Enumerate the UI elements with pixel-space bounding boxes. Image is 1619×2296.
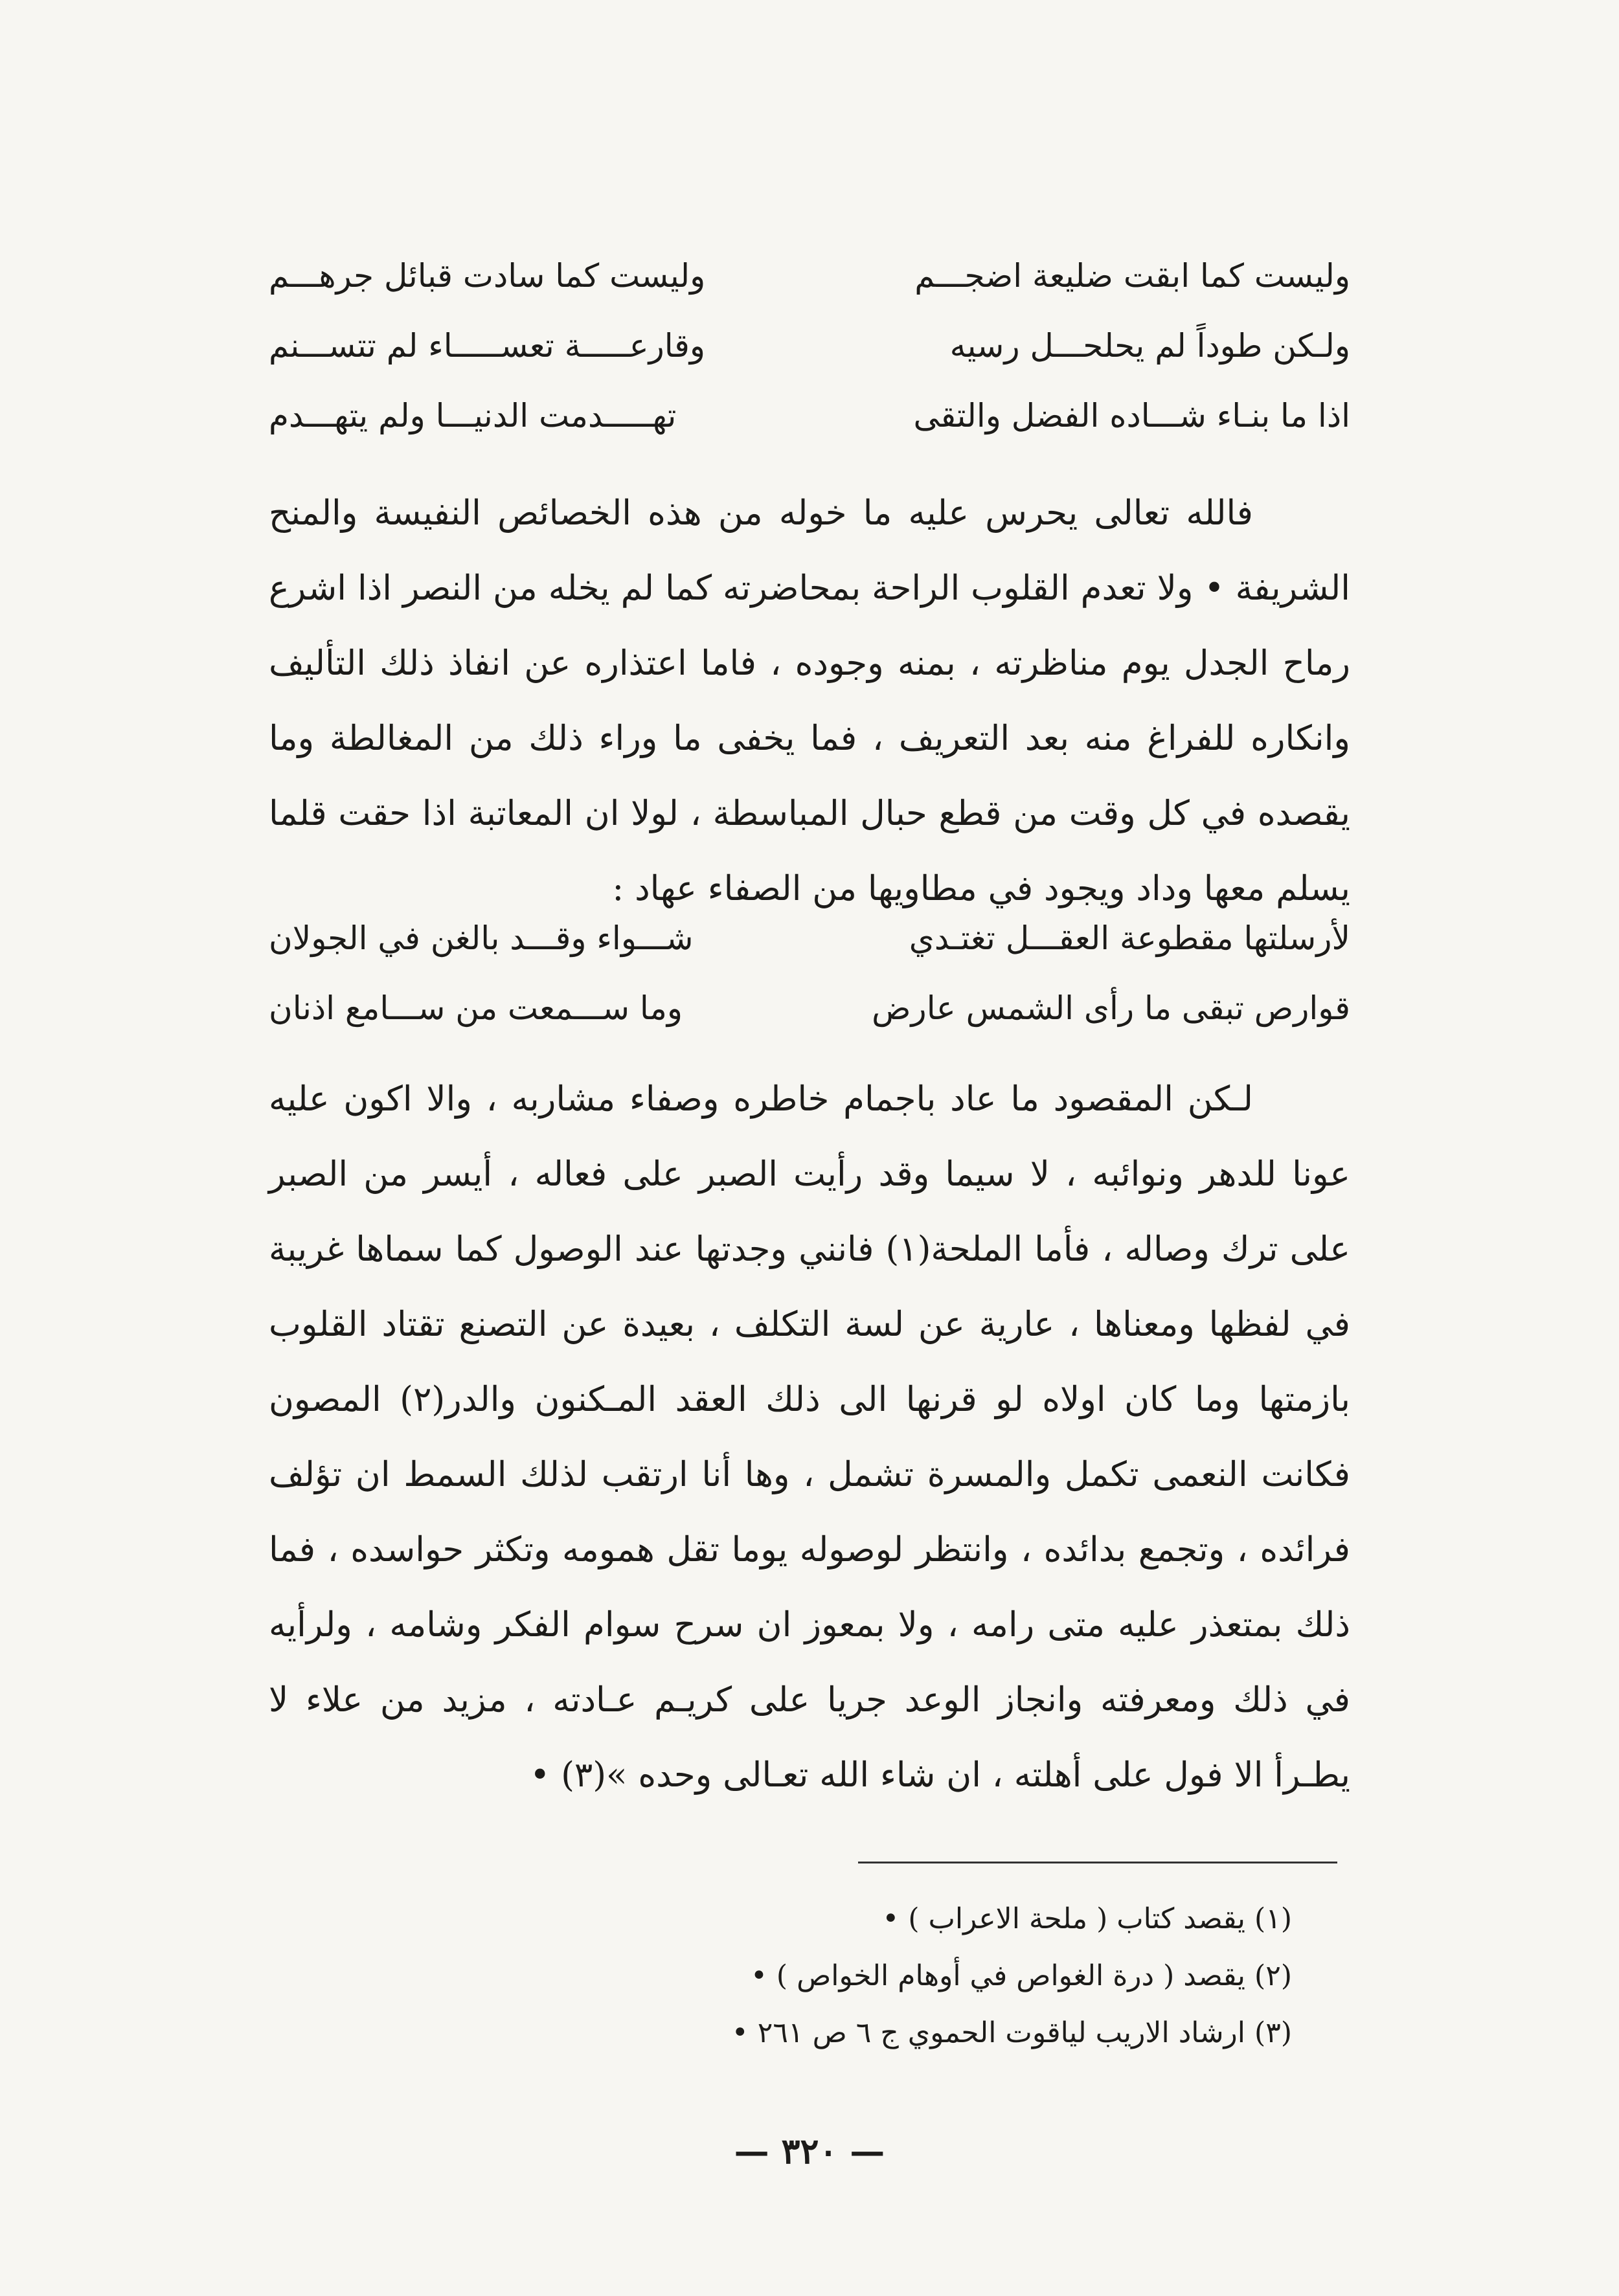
footnote-2: (٢) يقصد ( درة الغواص في أوهام الخواص ) • [750, 1959, 1292, 1992]
verse-first-hemistich: اذا ما بنـاء شـــاده الفضل والتقى [913, 397, 1350, 434]
verse-second-hemistich: وما ســـمعت من ســـامع اذنان [269, 989, 683, 1027]
poem-second [269, 903, 1350, 1043]
verse-second-hemistich: شـــواء وقـــد بالغن في الجولان [269, 919, 694, 957]
footnote-3: (٣) ارشاد الاريب لياقوت الحموي ج ٦ ص ٢٦١ • [731, 2016, 1292, 2049]
verse-first-hemistich: لأرسلتها مقطوعة العقـــل تغتـدي [909, 919, 1350, 957]
verse-line [269, 381, 1350, 451]
verse-line [269, 903, 1350, 973]
poem-first [269, 241, 1350, 451]
verse-first-hemistich: ولـكن طوداً لم يحلحـــل رسيه [949, 327, 1350, 365]
verse-line [269, 311, 1350, 381]
verse-second-hemistich: تهـــــدمت الدنيـــا ولم يتهـــدم [269, 397, 677, 434]
verse-first-hemistich: وليست كما ابقت ضليعة اضجـــم [914, 257, 1350, 295]
page-number: — ٣٢٠ — [734, 2130, 885, 2172]
footnotes [269, 1891, 1292, 2062]
verse-line [269, 241, 1350, 311]
paragraph-second [269, 1062, 1350, 1813]
paragraph-text: فالله تعالى يحرس عليه ما خوله من هذه الخصائص النفيسة والمنح الشريفة • ولا تعدم القلوب الراحة بمحاضرته كما لم يخله من النصر اذا اشرع رماح الجدل يوم مناظرته ، بمنه وجوده ، فاما اعتذاره عن انفاذ ذلك التأليف وانكاره للفراغ منه بعد التعريف ، فما يخفى ما وراء ذلك من المغالطة وما يقصده في كل وقت من قطع حبال المباسطة ، لولا ان المعاتبة اذا حقت قلما يسلم معها وداد ويجود في مطاويها من الصفاء عهاد : [269, 493, 1350, 908]
paragraph-first [269, 476, 1350, 927]
paragraph-text: لـكن المقصود ما عاد باجمام خاطره وصفاء مشاربه ، والا اكون عليه عونا للدهر ونوائبه ، لا سيما وقد رأيت الصبر على فعاله ، أيسر من الصبر على ترك وصاله ، فأما الملحة(١) فانني وجدتها عند الوصول كما سماها غريبة في لفظها ومعناها ، عارية عن لسة التكلف ، بعيدة عن التصنع تقتاد القلوب بازمتها وما كان اولاه لو قرنها الى ذلك العقد المـكنون والدر(٢) المصون فكانت النعمى تكمل والمسرة تشمل ، وها أنا ارتقب لذلك السمط ان تؤلف فرائده ، وتجمع بدائده ، وانتظر لوصوله يوما تقل همومه وتكثر حواسده ، فما ذلك بمتعذر عليه متى رامه ، ولا بمعوز ان سرح سوام الفكر وشامه ، ولرأيه في ذلك ومعرفته وانجاز الوعد جريا على كريـم عـادته ، مزيد من علاء لا يطـرأ الا فول على أهلته ، ان شاء الله تعـالى وحده »(٣) • [269, 1079, 1350, 1795]
footnote-1: (١) يقصد كتاب ( ملحة الاعراب ) • [882, 1902, 1292, 1935]
verse-second-hemistich: وليست كما سادت قبائل جرهـــم [269, 257, 706, 295]
verse-line [269, 973, 1350, 1043]
verse-second-hemistich: وقارعـــــة تعســـــاء لم تتســـنم [269, 327, 706, 365]
footnote-separator [858, 1862, 1337, 1863]
verse-first-hemistich: قوارص تبقى ما رأى الشمس عارض [872, 989, 1350, 1027]
